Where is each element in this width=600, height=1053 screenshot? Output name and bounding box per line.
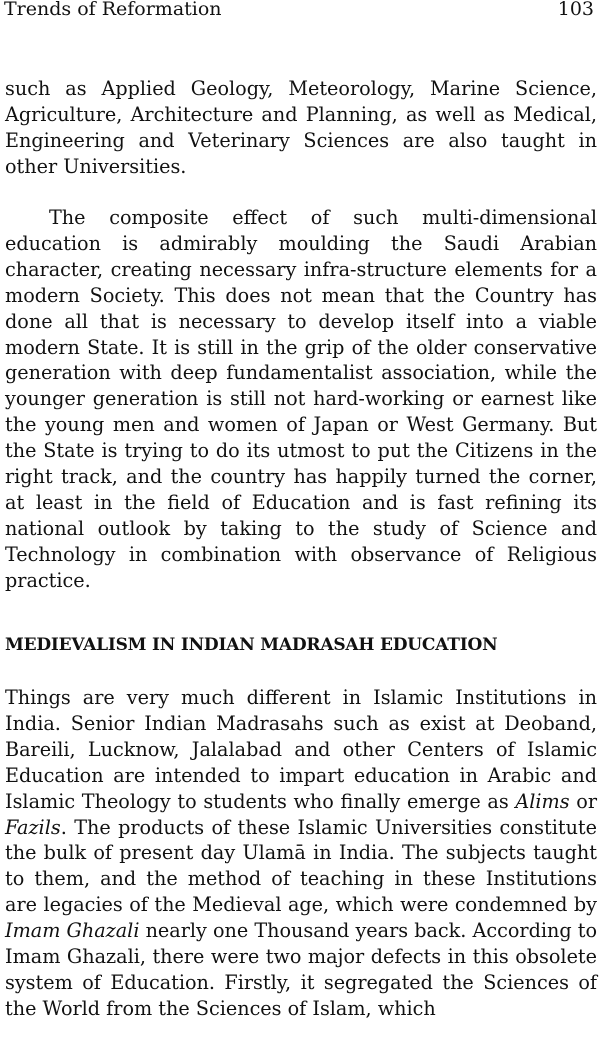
paragraph-text: Things are very much different in Islamic Institutions in India. Senior Indian Madrasahs such as exist at Deoband, Bareili, Lucknow, Jalalabad and other Centers of Islamic Education are intended to impart education in Arabic and Islamic Theology to students who finally emerge as (5, 686, 597, 813)
paragraph-text: or (569, 789, 597, 813)
running-header (4, 0, 596, 22)
page-number: 103 (557, 0, 594, 20)
paragraph-text: nearly one Thousand years back. According to Imam Ghazali, there were two major defects in this obsolete system of Education. Firstly, it segregated the Sciences of the World from the Sciences of Islam, which (5, 919, 598, 1020)
italic-term-alims: Alims (515, 789, 570, 813)
paragraph-composite-effect: The composite effect of such multi-dimensional education is admirably moulding the Saudi Arabian character, creating necessary infra-structure elements for a modern Society. This does not mean that the Country has done all that is necessary to develop itself into a viable modern State. It is still in the grip of the older conservative generation with deep fundamentalist association, while the younger generation is still not hard-working or earnest like the young men and women of Japan or West Germany. But the State is trying to do its utmost to put the Citizens in the right track, and the country has happily turned the corner, at least in the field of Education and is fast refining its national outlook by taking to the study of Science and Technology in combination with observance of Religious practice. (5, 206, 597, 592)
section-heading: MEDIEVALISM IN INDIAN MADRASAH EDUCATION (5, 635, 498, 655)
running-title: Trends of Reformation (4, 0, 222, 20)
italic-name-imam-ghazali: Imam Ghazali (5, 919, 140, 943)
paragraph-madrasah (5, 685, 597, 1022)
paragraph-continued: such as Applied Geology, Meteorology, Marine Science, Agriculture, Architecture and Planning, as well as Medical, Engineering and Veterinary Sciences are also taught in other Universities. (5, 77, 597, 178)
italic-term-fazils: Fazils (5, 815, 61, 839)
paragraph-text: . The products of these Islamic Universities constitute the bulk of present day Ulamā in India. The subjects taught to them, and the method of teaching in these Institutions are legacies of the Medieval age, which were condemned by (5, 815, 597, 917)
